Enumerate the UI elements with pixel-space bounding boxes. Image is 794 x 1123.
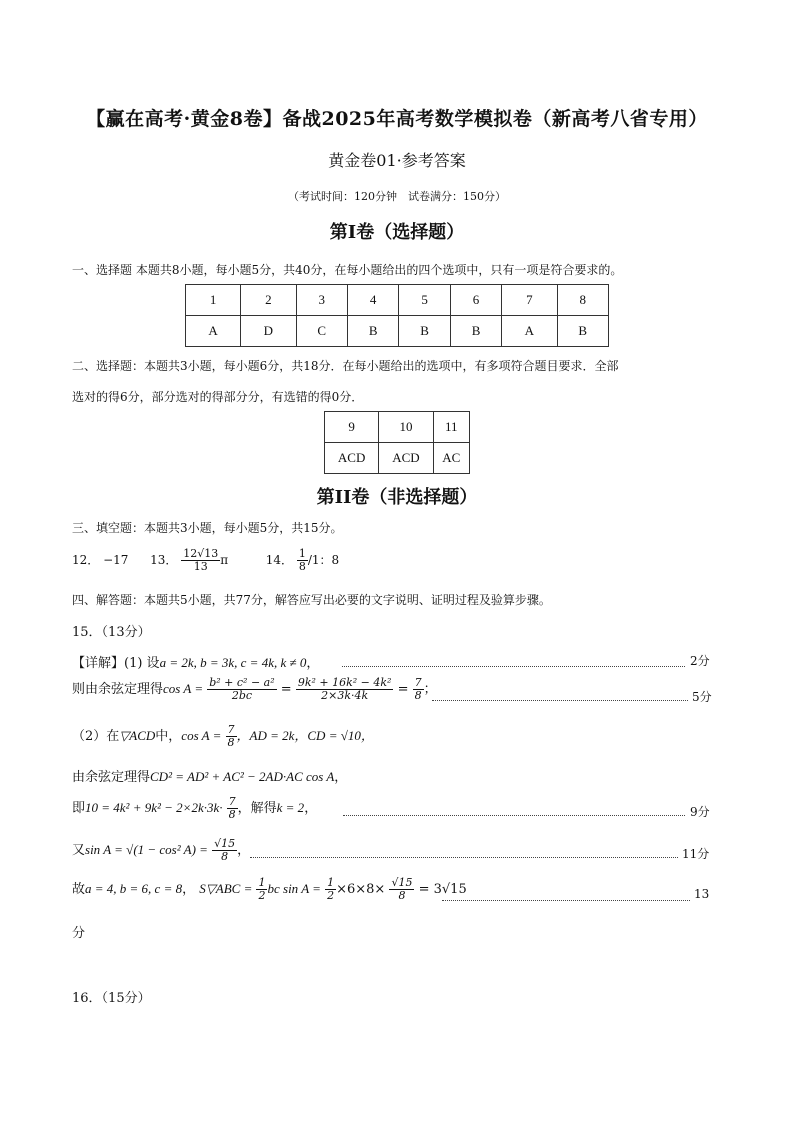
section1-instructions: 一、选择题 本题共8小题，每小题5分，共40分，在每小题给出的四个选项中，只有一项是符合要求的。 [72,263,623,277]
q13-fraction: $\frac{12√13}{13}$ [183,547,219,574]
table-cell: B [399,316,450,347]
answer-table-2 [324,411,470,474]
section2-instructions-line1: 二、选择题：本题共3小题，每小题6分，共18分．在每小题给出的选项中，有多项符合题目要求．全部 [72,359,619,373]
table-row-answers [325,443,470,474]
answer-table-1 [185,284,609,347]
table-cell: B [450,316,501,347]
q12-answer: −17 [103,553,129,568]
document-title: 【赢在高考·黄金8卷】备战2025年高考数学模拟卷（新高考八省专用） [86,108,708,130]
q16-header: 16．（15分） [72,991,151,1006]
table-cell: B [557,316,609,347]
q15-score-2: 5分 [692,690,712,704]
q15-score-5: 13 [694,887,710,901]
q15-score-4: 11分 [682,847,710,861]
document-subtitle: 黄金卷01·参考答案 [328,151,466,170]
table-cell: 4 [347,285,398,316]
table-cell: 1 [186,285,241,316]
fill-answers: 12． −17 13． $\frac{12√13}{13}$ π 14． $\frac{1}{8}$ /1：8 [72,547,340,574]
table-row-numbers [325,412,470,443]
q14-fraction: $\frac{1}{8}$ [298,547,306,574]
q15-line2: 则由余弦定理得cos A = $\frac{\text{b² + c² − a²}}{2bc}$ = $\frac{\text{9k² + 16k² − 4k²}}{2\times 3k\cdot 4k}$ = $\frac{7}{8}$ ； [72,676,437,703]
table-row-answers [186,316,609,347]
part1-heading: 第I卷（选择题） [329,222,465,243]
table-cell: 5 [399,285,450,316]
exam-info: （考试时间：120分钟 试卷满分：150分） [288,190,506,203]
q15-score-3: 9分 [690,805,710,819]
q12-label: 12． [72,553,100,568]
table-cell: ACD [379,443,433,474]
q15-line7: 故a = 4, b = 6, c = 8， S▽ABC = $\frac{1}{2}$ bc sin A = $\frac{1}{2}$ ×6×8× $\frac{√15}{8}$ = 3√15 [72,876,467,903]
q13-label: 13． [150,553,178,568]
q15-header: 15．（13分） [72,625,151,640]
table-cell: A [502,316,557,347]
section4-instructions: 四、解答题：本题共5小题，共77分，解答应写出必要的文字说明、证明过程及验算步骤。 [72,593,551,607]
table-cell: 6 [450,285,501,316]
table-cell: 2 [241,285,296,316]
leader-dots [442,900,690,901]
table-row-numbers [186,285,609,316]
table-cell: C [296,316,347,347]
q15-line1: 【详解】(1) 设a = 2k, b = 3k, c = 4k, k ≠ 0， [72,655,320,671]
table-cell: D [241,316,296,347]
table-cell: 11 [433,412,469,443]
table-cell: AC [433,443,469,474]
q14-label: 14． [265,553,294,568]
q15-line4: 由余弦定理得CD² = AD² + AC² − 2AD·AC cos A， [72,769,348,785]
table-cell: 3 [296,285,347,316]
q15-line6: 又sin A = √(1 − cos² A) = $\frac{√15}{8}$ ， [72,837,251,864]
table-cell: ACD [325,443,379,474]
table-cell: B [347,316,398,347]
leader-dots [343,815,685,816]
table-cell: 10 [379,412,433,443]
table-cell: 9 [325,412,379,443]
table-cell: 8 [557,285,609,316]
table-cell: A [186,316,241,347]
part2-heading: 第II卷（非选择题） [316,487,478,508]
section2-instructions-line2: 选对的得6分，部分选对的得部分分，有选错的得0分． [72,390,364,404]
q15-score-1: 2分 [690,654,710,668]
leader-dots [342,666,685,667]
q15-line3: （2）在▽ACD中，cos A = $\frac{7}{8}$ ，AD = 2k，CD = √10， [72,723,374,750]
table-cell: 7 [502,285,557,316]
leader-dots [250,857,678,858]
q14-answer: /1：8 [307,553,340,568]
q15-line5: 即10 = 4k² + 9k² − 2×2k·3k· $\frac{7}{8}$ ，解得k = 2， [72,795,318,822]
leader-dots [432,700,688,701]
q15-score-unit: 分 [72,926,86,941]
section3-instructions: 三、填空题：本题共3小题，每小题5分，共15分。 [72,521,343,535]
